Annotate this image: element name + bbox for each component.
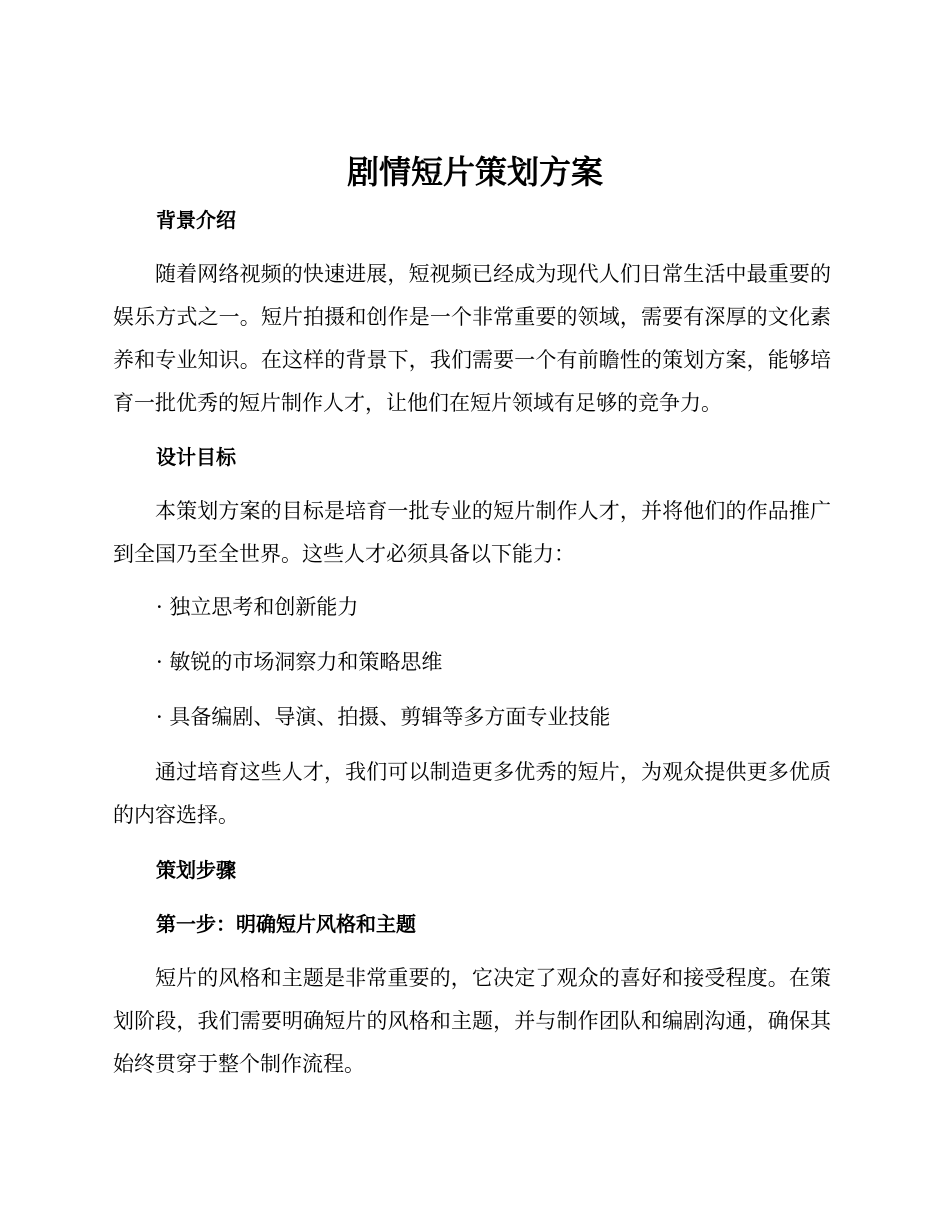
- section-heading-steps: 策划步骤: [156, 858, 236, 882]
- goals-bullet-item: · 独立思考和创新能力: [156, 595, 359, 619]
- step1-paragraph: 短片的风格和主题是非常重要的，它决定了观众的喜好和接受程度。在策划阶段，我们需要明确短片的风格和主题，并与制作团队和编剧沟通，确保其始终贯穿于整个制作流程。: [113, 966, 831, 1076]
- section-heading-goals: 设计目标: [156, 445, 236, 469]
- document-title: 剧情短片策划方案: [346, 153, 603, 191]
- goals-bullet-item: · 具备编剧、导演、拍摄、剪辑等多方面专业技能: [156, 705, 611, 729]
- goals-bullet-item: · 敏锐的市场洞察力和策略思维: [156, 650, 443, 674]
- goals-closing-paragraph: 通过培育这些人才，我们可以制造更多优秀的短片，为观众提供更多优质的内容选择。: [113, 760, 831, 827]
- step1-heading: 第一步：明确短片风格和主题: [156, 912, 416, 936]
- goals-paragraph: 本策划方案的目标是培育一批专业的短片制作人才，并将他们的作品推广到全国乃至全世界。这些人才必须具备以下能力：: [113, 499, 831, 566]
- section-heading-background: 背景介绍: [156, 208, 236, 232]
- background-paragraph: 随着网络视频的快速进展，短视频已经成为现代人们日常生活中最重要的娱乐方式之一。短片拍摄和创作是一个非常重要的领域，需要有深厚的文化素养和专业知识。在这样的背景下，我们需要一个有前瞻性的策划方案，能够培育一批优秀的短片制作人才，让他们在短片领域有足够的竞争力。: [113, 262, 831, 415]
